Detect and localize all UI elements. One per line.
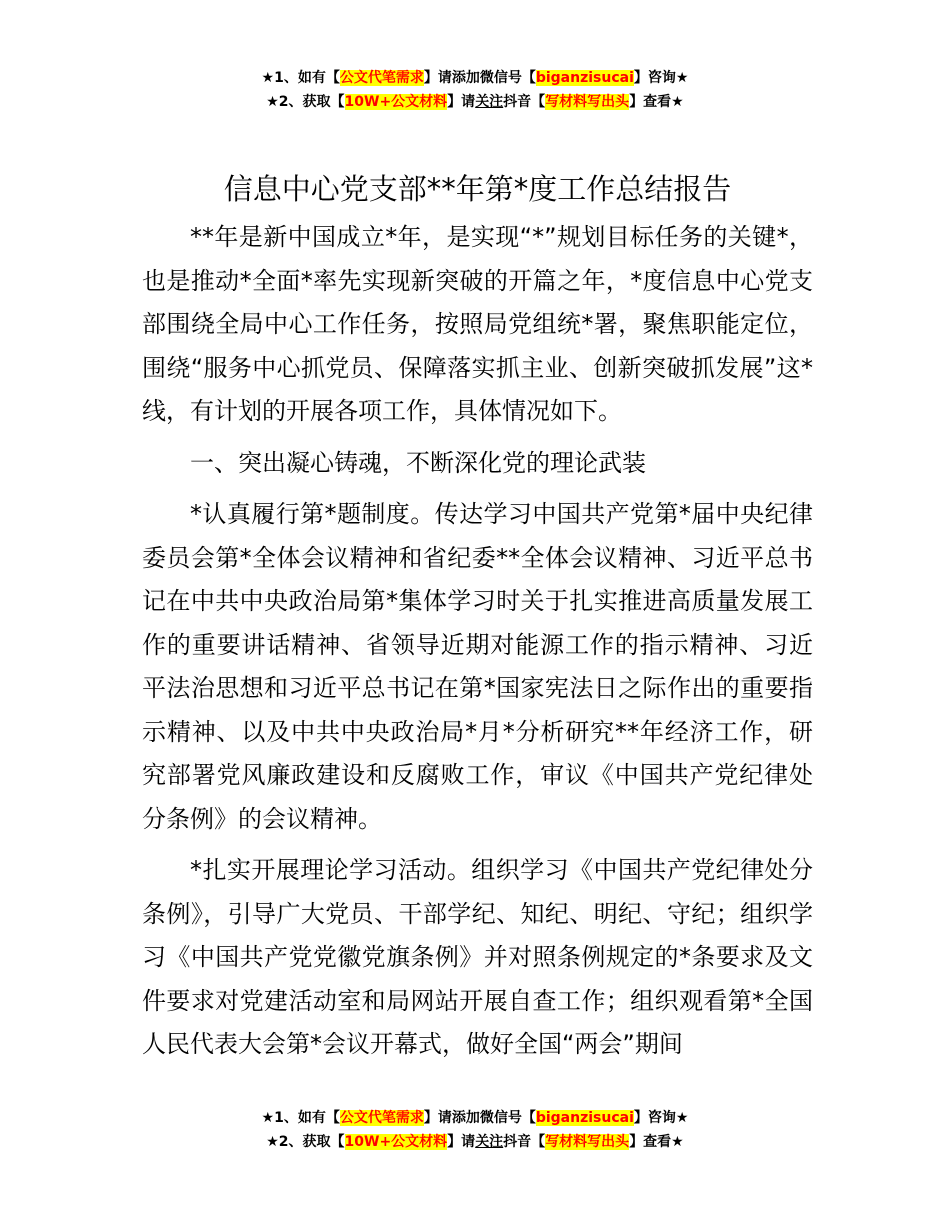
banner-text: 】请 (447, 1134, 476, 1150)
banner-text: 】请 (447, 94, 476, 110)
banner-text: ★1、如有【 (261, 1110, 340, 1126)
paragraph-study-system: *认真履行第*题制度。传达学习中国共产党第*届中央纪律委员会第*全体会议精神和省纪委**全体会议精神、习近平总书记在中共中央政治局第*集体学习时关于扎实推进高质量发展工作的重要讲话精神、省领导近期对能源工作的指示精神、习近平法治思想和习近平总书记在第*国家宪法日之际作出的重要指示精神、以及中共中央政治局*月*分析研究**年经济工作，研究部署党风廉政建设和反腐败工作，审议《中国共产党纪律处分条例》的会议精神。 (142, 500, 813, 833)
paragraph-intro: **年是新中国成立*年，是实现“*”规划目标任务的关键*，也是推动*全面*率先实现新突破的开篇之年，*度信息中心党支部围绕全局中心工作任务，按照局党组统*署，聚焦职能定位，围绕“服务中心抓党员、保障落实抓主业、创新突破抓发展”这*线，有计划的开展各项工作，具体情况如下。 (142, 223, 813, 425)
banner-text: 】咨询★ (633, 1110, 689, 1126)
banner-line-1 (0, 66, 950, 90)
highlight-douyin-account: 写材料写出头 (545, 1134, 630, 1150)
banner-text: 】请添加微信号【 (423, 70, 536, 86)
footer-banner (0, 1106, 950, 1154)
banner-text: 抖音【 (503, 94, 546, 110)
highlight-materials: 10W+公文材料 (344, 1134, 448, 1150)
document-body (142, 162, 813, 1067)
header-banner (0, 66, 950, 114)
underlined-follow: 关注 (475, 1134, 504, 1150)
banner-line-1 (0, 1106, 950, 1130)
highlight-wechat-id: biganzisucai (535, 1110, 634, 1126)
section-heading-1: 一、突出凝心铸魂，不断深化党的理论武装 (190, 448, 646, 477)
underlined-follow: 关注 (475, 94, 504, 110)
highlight-service: 公文代笔需求 (339, 1110, 424, 1126)
banner-text: 抖音【 (503, 1134, 546, 1150)
banner-text: ★2、获取【 (266, 1134, 345, 1150)
banner-text: 】请添加微信号【 (423, 1110, 536, 1126)
highlight-wechat-id: biganzisucai (535, 70, 634, 86)
banner-line-2 (0, 1130, 950, 1154)
banner-text: 】咨询★ (633, 70, 689, 86)
banner-line-2 (0, 90, 950, 114)
banner-text: 】查看★ (629, 94, 684, 110)
highlight-service: 公文代笔需求 (339, 70, 424, 86)
banner-text: ★2、获取【 (266, 94, 345, 110)
paragraph-theory-study: *扎实开展理论学习活动。组织学习《中国共产党纪律处分条例》，引导广大党员、干部学纪、知纪、明纪、守纪；组织学习《中国共产党党徽党旗条例》并对照条例规定的*条要求及文件要求对党建活动室和局网站开展自查工作；组织观看第*全国人民代表大会第*会议开幕式，做好全国“两会”期间 (142, 856, 813, 1058)
banner-text: ★1、如有【 (261, 70, 340, 86)
document-title: 信息中心党支部**年第*度工作总结报告 (223, 172, 732, 206)
banner-text: 】查看★ (629, 1134, 684, 1150)
highlight-douyin-account: 写材料写出头 (545, 94, 630, 110)
highlight-materials: 10W+公文材料 (344, 94, 448, 110)
